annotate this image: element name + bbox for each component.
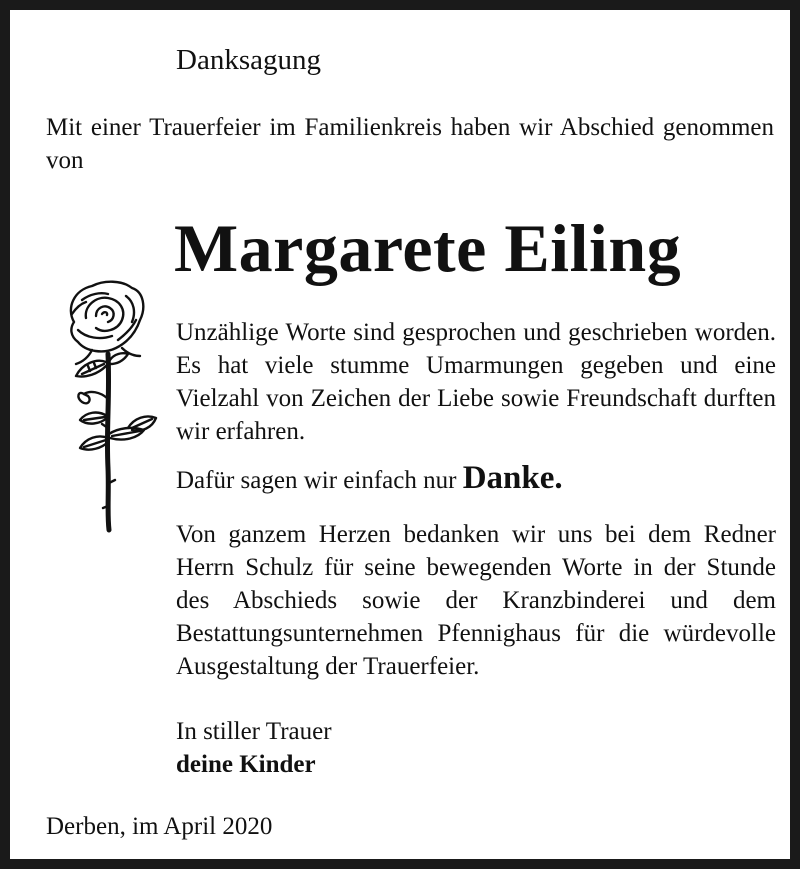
notice-heading: Danksagung (176, 44, 321, 76)
paragraph-gratitude: Von ganzem Herzen bedanken wir uns bei dem Redner Herrn Schulz für seine bewegenden Worte in der Stunde des Abschieds sowie der Kranzbinderei und dem Bestattungsunternehmen Pfennighaus für die würdevolle Ausgestaltung der Trauerfeier. (176, 521, 776, 680)
place-date: Derben, im April 2020 (46, 813, 273, 840)
signature-line-1: In stiller Trauer (176, 718, 332, 745)
rose-icon (52, 278, 164, 534)
intro-text: Mit einer Trauerfeier im Familienkreis haben wir Abschied genommen von (46, 114, 774, 174)
deceased-name: Margarete Eiling (174, 210, 682, 286)
thanks-word: Danke. (462, 460, 563, 496)
paragraph-words: Unzählige Worte sind gesprochen und geschrieben worden. Es hat viele stumme Umarmungen gegeben und eine Vielzahl von Zeichen der Liebe sowie Freundschaft durften wir erfahren. (176, 319, 776, 445)
signature-line-2: deine Kinder (176, 751, 316, 778)
thanks-prefix: Dafür sagen wir einfach nur (176, 467, 457, 494)
thanks-line (176, 458, 563, 501)
